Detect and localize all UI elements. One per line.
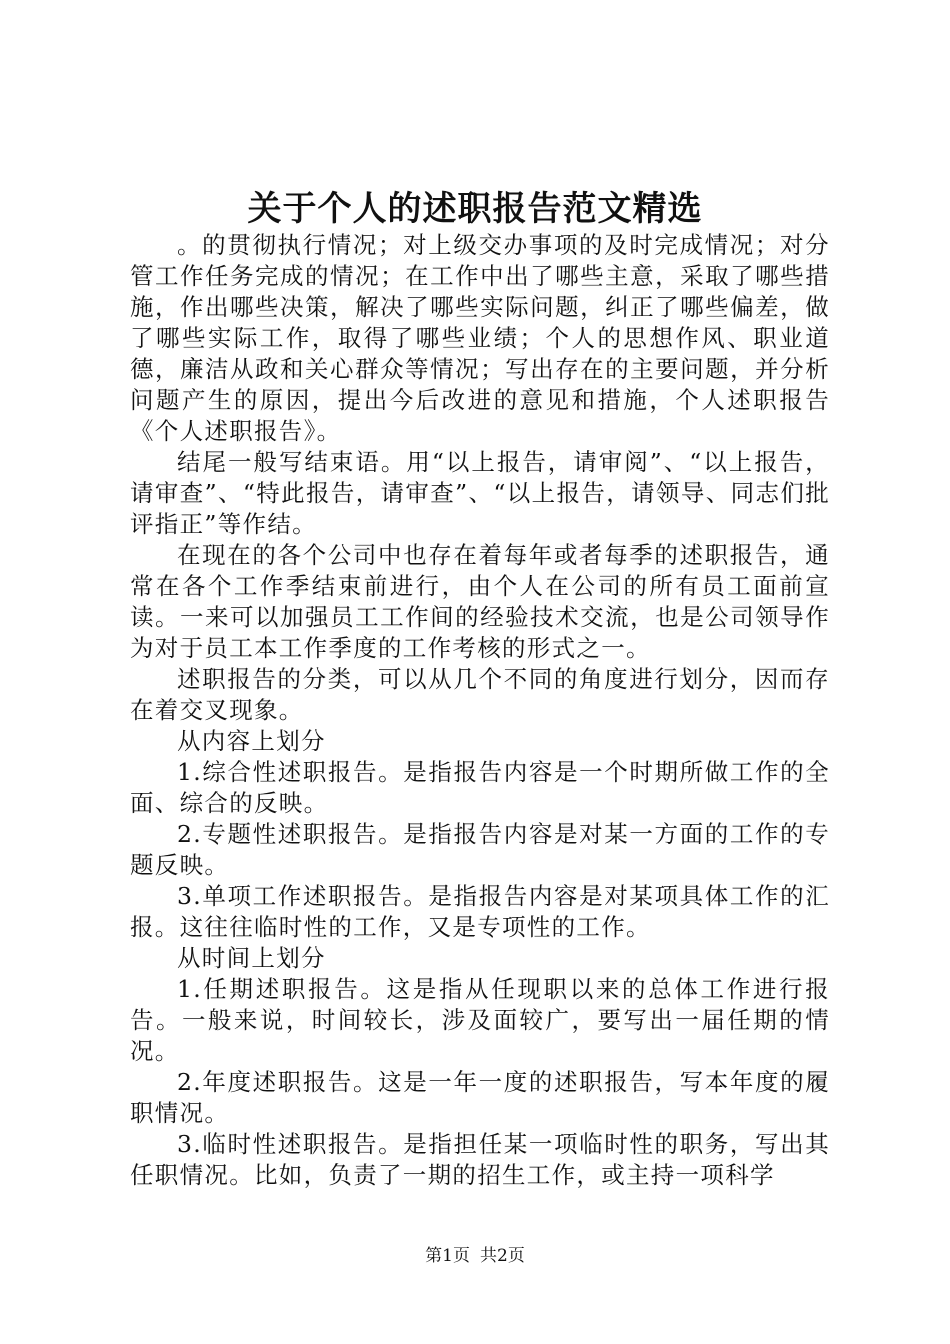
paragraph: 1.综合性述职报告。是指报告内容是一个时期所做工作的全面、综合的反映。 <box>130 758 830 817</box>
page-total: 共2页 <box>480 1246 525 1266</box>
paragraph: 1.任期述职报告。这是指从任现职以来的总体工作进行报告。一般来说，时间较长，涉及面较广，要写出一届任期的情况。 <box>130 975 830 1065</box>
paragraph: 2.年度述职报告。这是一年一度的述职报告，写本年度的履职情况。 <box>130 1068 830 1127</box>
document-body <box>130 230 830 1191</box>
section-heading: 从时间上划分 <box>177 944 326 972</box>
paragraph: 结尾一般写结束语。用“以上报告，请审阅”、“以上报告，请审查”、“特此报告，请审查”、“以上报告，请领导、同志们批评指正”等作结。 <box>130 448 830 538</box>
paragraph: 2.专题性述职报告。是指报告内容是对某一方面的工作的专题反映。 <box>130 820 830 879</box>
paragraph: 3.单项工作述职报告。是指报告内容是对某项具体工作的汇报。这往往临时性的工作，又是专项性的工作。 <box>130 882 830 941</box>
page-footer <box>0 1244 950 1268</box>
document-title: 关于个人的述职报告范文精选 <box>247 189 703 229</box>
section-heading: 从内容上划分 <box>177 727 326 755</box>
page-number: 第1页 <box>425 1246 470 1266</box>
paragraph: 述职报告的分类，可以从几个不同的角度进行划分，因而存在着交叉现象。 <box>130 665 830 724</box>
paragraph: 在现在的各个公司中也存在着每年或者每季的述职报告，通常在各个工作季结束前进行，由个人在公司的所有员工面前宣读。一来可以加强员工工作间的经验技术交流，也是公司领导作为对于员工本工作季度的工作考核的形式之一。 <box>130 541 830 662</box>
paragraph: 。的贯彻执行情况；对上级交办事项的及时完成情况；对分管工作任务完成的情况；在工作中出了哪些主意，采取了哪些措施，作出哪些决策，解决了哪些实际问题，纠正了哪些偏差，做了哪些实际工作，取得了哪些业绩；个人的思想作风、职业道德，廉洁从政和关心群众等情况；写出存在的主要问题，并分析问题产生的原因，提出今后改进的意见和措施，个人述职报告《个人述职报告》。 <box>130 231 830 445</box>
paragraph: 3.临时性述职报告。是指担任某一项临时性的职务，写出其任职情况。比如，负责了一期的招生工作，或主持一项科学 <box>130 1130 830 1189</box>
